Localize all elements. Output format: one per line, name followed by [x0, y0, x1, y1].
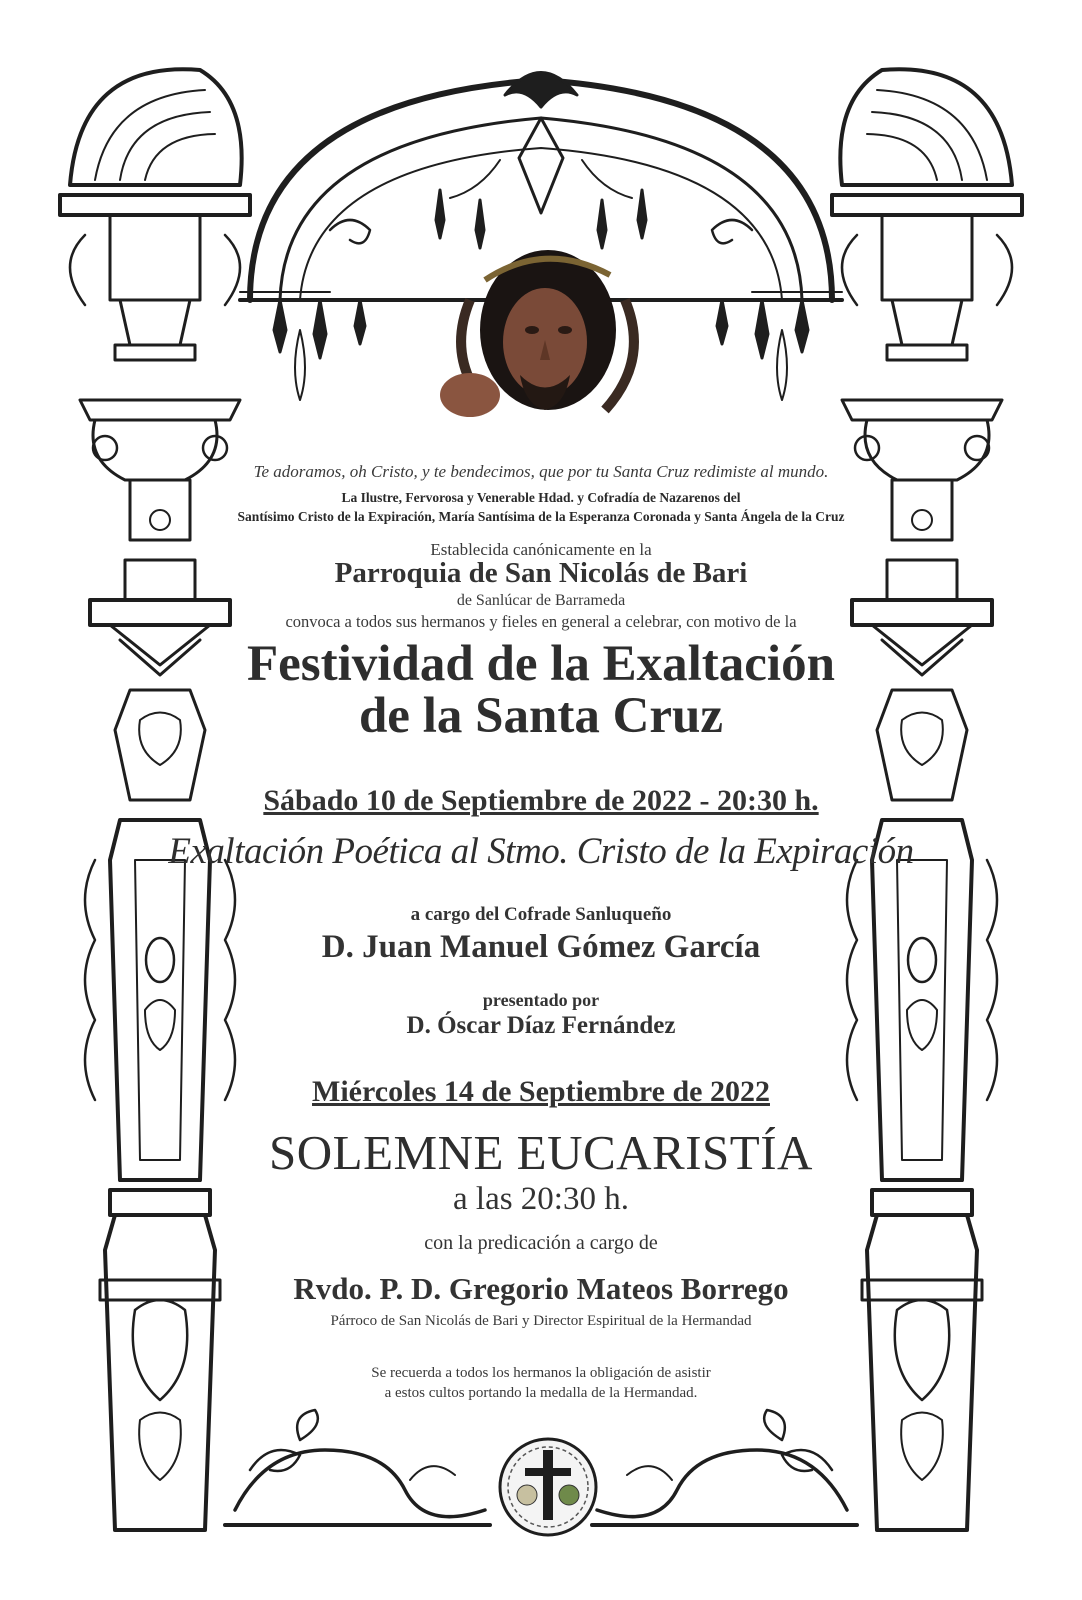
event1-speaker: D. Juan Manuel Gómez García	[321, 929, 761, 965]
convocation-text: convoca a todos sus hermanos y fieles en general a celebrar, con motivo de la	[285, 612, 797, 631]
brotherhood-name-line1: La Ilustre, Fervorosa y Venerable Hdad. y Cofradía de Nazarenos del	[341, 490, 741, 505]
cross-emblem	[500, 1439, 596, 1535]
event1-by-label: a cargo del Cofrade Sanluqueño	[410, 904, 672, 925]
event2-date: Miércoles 14 de Septiembre de 2022	[312, 1075, 770, 1108]
parish-name: Parroquia de San Nicolás de Bari	[334, 557, 748, 589]
reminder-line1: Se recuerda a todos los hermanos la obligación de asistir	[371, 1365, 711, 1381]
festival-title-line1: Festividad de la Exaltación	[247, 636, 835, 692]
brotherhood-name-line2: Santísimo Cristo de la Expiración, María Santísima de la Esperanza Coronada y Santa Ángela de la Cruz	[237, 509, 845, 524]
event2-preacher-role: Párroco de San Nicolás de Bari y Director Espiritual de la Hermandad	[330, 1313, 752, 1329]
event1-presented-label: presentado por	[482, 990, 600, 1010]
reminder-line2: a estos cultos portando la medalla de la Hermandad.	[384, 1385, 698, 1401]
festival-title-line2: de la Santa Cruz	[358, 688, 724, 744]
christ-portrait-art	[440, 250, 634, 417]
event2-time: a las 20:30 h.	[453, 1181, 629, 1217]
event2-name: SOLEMNE EUCARISTÍA	[269, 1125, 813, 1180]
established-text: Establecida canónicamente en la	[430, 540, 652, 559]
town-name: de Sanlúcar de Barrameda	[456, 592, 626, 609]
event1-date: Sábado 10 de Septiembre de 2022 - 20:30 h.	[263, 784, 819, 817]
event1-name: Exaltación Poética al Stmo. Cristo de la Expiración	[168, 831, 914, 872]
event2-preacher: Rvdo. P. D. Gregorio Mateos Borrego	[293, 1271, 789, 1306]
event1-presenter: D. Óscar Díaz Fernández	[406, 1012, 676, 1039]
event2-preaching-label: con la predicación a cargo de	[424, 1232, 658, 1254]
motto-text: Te adoramos, oh Cristo, y te bendecimos, que por tu Santa Cruz redimiste al mundo.	[253, 462, 829, 481]
